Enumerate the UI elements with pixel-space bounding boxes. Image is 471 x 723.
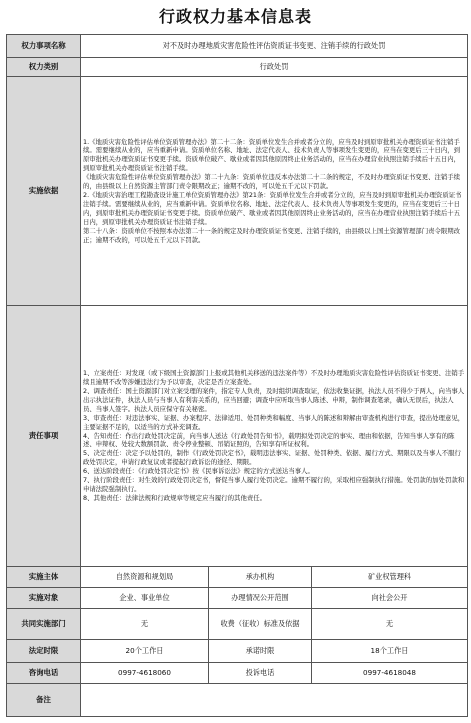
duty-paragraph: 4、告知责任：作出行政处罚决定前，向当事人送达《行政处罚告知书》，载明拟处罚决定的事实、理由和依据，告知当事人享有的陈述、申辩权、处较大数额罚款、责令停业整顿、吊销证照的，告知享有听证权利。 bbox=[83, 431, 455, 449]
remark-label: 备注 bbox=[7, 684, 81, 717]
duties-content bbox=[81, 306, 468, 567]
legal-deadline-label: 法定时限 bbox=[7, 640, 81, 663]
complaint-phone-label: 投诉电话 bbox=[209, 663, 312, 684]
basis-content bbox=[81, 77, 468, 306]
handling-agency-label: 承办机构 bbox=[209, 567, 312, 588]
page-title: 行政权力基本信息表 bbox=[158, 7, 312, 26]
target-value: 企业、事业单位 bbox=[81, 588, 209, 609]
promised-deadline-label: 承诺时限 bbox=[209, 640, 312, 663]
row-phone bbox=[7, 663, 468, 684]
basis-paragraph: 《地质灾害危险性评估单位资质管理办法》第二十九条：资质单位违反本办法第二十二条的规定，不及时办理资质证书变更、注销手续的，由县级以上自然资源主管部门责令限期改正；逾期不改的，可以处五千元以下罚款。 bbox=[83, 173, 461, 191]
duty-paragraph: 1、立案责任：对发现（或下级国土资源部门上报或其他机关移送的违法案件等）不及时办理地质灾害危险性评估资质证书变更、注销手续且逾期不改等涉嫌违法行为予以审查，决定是否立案查处。 bbox=[83, 369, 465, 387]
subject-value: 自然资源和规划局 bbox=[81, 567, 209, 588]
row-deadline bbox=[7, 640, 468, 663]
category-value: 行政处罚 bbox=[81, 58, 468, 77]
handling-agency-value: 矿业权管理科 bbox=[312, 567, 468, 588]
consult-phone-value: 0997-4618060 bbox=[81, 663, 209, 684]
duty-paragraph: 8、其他责任：法律法规和行政规章等规定应当履行的其他责任。 bbox=[83, 493, 267, 502]
remark-value bbox=[81, 684, 468, 717]
duty-paragraph: 2、调查责任：国土资源部门对立案受理的案件，指定专人负责，及时组织调查取证，依法收集证据，执法人员不得少于两人，向当事人出示执法证件，执法人员与当事人有利害关系的，应当回避；调查中应听取当事人陈述、申辩，制作调查笔录，确认无误后，执法人员、当事人签字。执法人员应保守有关秘密。 bbox=[83, 387, 465, 413]
joint-dept-label: 共同实施部门 bbox=[7, 609, 81, 640]
legal-deadline-value: 20个工作日 bbox=[81, 640, 209, 663]
duty-paragraph: 3、审查责任：对违法事实、证据、办案程序、法律适用、处罚种类和幅度、当事人的陈述和辩解由审查机构进行审查，提出处理意见，主要证据不足的，以适当的方式补充调查。 bbox=[83, 413, 465, 431]
fee-standard-label: 收费（征收）标准及依据 bbox=[209, 609, 312, 640]
duty-paragraph: 7、执行阶段责任：对生效的行政处罚决定书，督促当事人履行处罚决定。逾期不履行的，采取相应强制执行措施。处罚款的加处罚款和申请法院强制执行。 bbox=[83, 476, 465, 493]
row-item-name bbox=[7, 35, 468, 58]
row-remark bbox=[7, 684, 468, 717]
basis-paragraph: 2.《地质灾害治理工程勘查设计施工单位资质管理办法》第21条：资质单位发生合并或者分立的，应当及时到原审批机关办理资质证书注销手续。需要继续从业的，应当重新申请。资质单位名称、地址、法定代表人、技术负责人等事项发生变更的，应当在变更后三十日内，到原审批机关办理资质证书变更手续。资质单位破产、歇业或者因其他原因终止业务活动的，应当在办理营业执照注销手续后十五日内，到原审批机关办理资质证书注销手续。 bbox=[83, 191, 462, 226]
row-basis bbox=[7, 77, 468, 306]
consult-phone-label: 咨询电话 bbox=[7, 663, 81, 684]
row-subject bbox=[7, 567, 468, 588]
info-table bbox=[6, 34, 468, 717]
item-name-label: 权力事项名称 bbox=[7, 35, 81, 58]
promised-deadline-value: 18个工作日 bbox=[312, 640, 468, 663]
basis-paragraph: 1.《地质灾害危险性评估单位资质管理办法》第二十二条：资质单位发生合并或者分立的，应当及时到原审批机关办理资质证书注销手续。需要继续从业的，应当重新申请。资质单位名称、地址、法定代表人、技术负责人等事项发生变更的，应当在变更后三十日内，到原审批机关办理资质证书变更手续。资质单位破产、歇业或者因其他原因终止业务活动的，应当在办理营业执照注销手续后十五日内，到原审批机关办理资质证书注销手续。 bbox=[83, 137, 461, 173]
disclosure-scope-value: 向社会公开 bbox=[312, 588, 468, 609]
row-joint bbox=[7, 609, 468, 640]
item-name-value: 对不及时办理地质灾害危险性评估资质证书变更、注销手续的行政处罚 bbox=[81, 35, 468, 58]
subject-label: 实施主体 bbox=[7, 567, 81, 588]
row-duties bbox=[7, 306, 468, 567]
row-category bbox=[7, 58, 468, 77]
duty-paragraph: 6、送达阶段责任：《行政处罚决定书》按《民事诉讼法》规定的方式送达当事人。 bbox=[83, 467, 314, 476]
disclosure-scope-label: 办理情况公开范围 bbox=[209, 588, 312, 609]
basis-label: 实施依据 bbox=[7, 77, 81, 306]
basis-paragraph: 第二十八条：资质单位不按照本办法第二十一条的规定及时办理资质证书变更、注销手续的，由县级以上国土资源管理部门责令限期改正；逾期不改的，可以处五千元以下罚款。 bbox=[83, 226, 461, 244]
fee-standard-value: 无 bbox=[312, 609, 468, 640]
duty-paragraph: 5、决定责任：决定予以处罚的，制作《行政处罚决定书》，载明违法事实、证据、处罚种类、依据、履行方式、期限以及当事人不服行政处罚决定，申请行政复议或者提起行政诉讼的途径、期限。 bbox=[83, 449, 461, 467]
target-label: 实施对象 bbox=[7, 588, 81, 609]
duties-label: 责任事项 bbox=[7, 306, 81, 567]
complaint-phone-value: 0997-4618048 bbox=[312, 663, 468, 684]
row-target bbox=[7, 588, 468, 609]
joint-dept-value: 无 bbox=[81, 609, 209, 640]
category-label: 权力类别 bbox=[7, 58, 81, 77]
